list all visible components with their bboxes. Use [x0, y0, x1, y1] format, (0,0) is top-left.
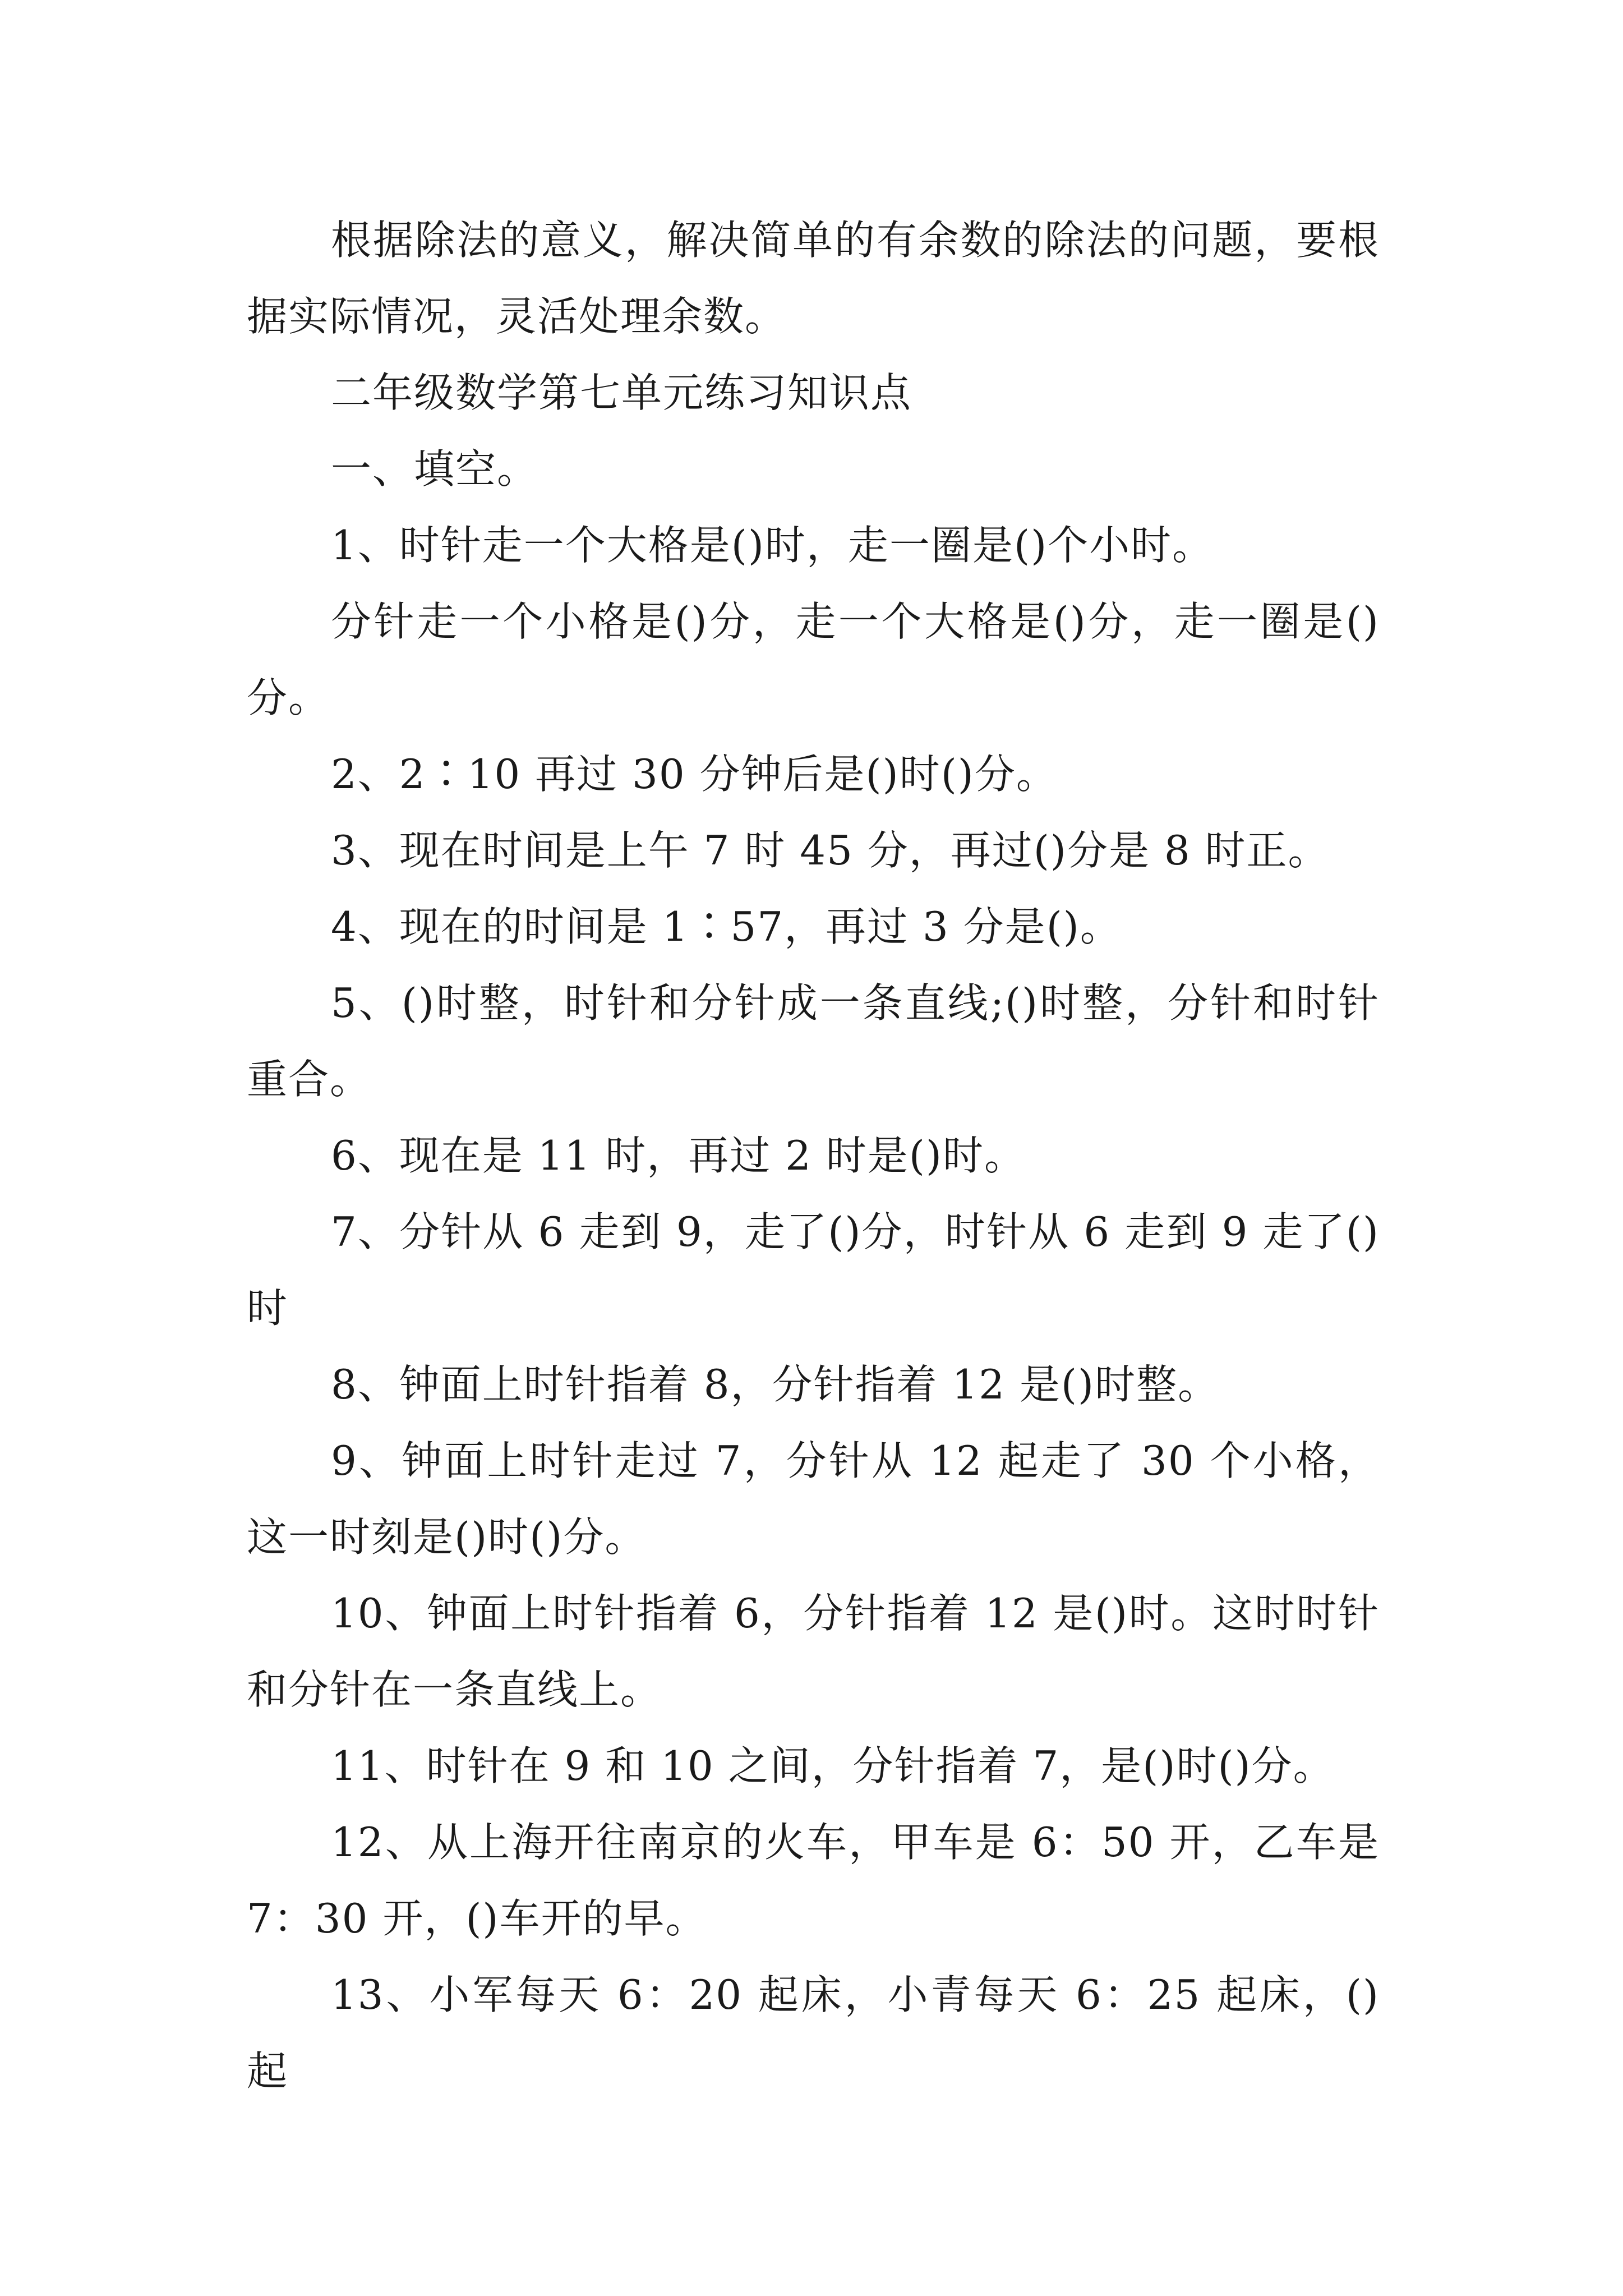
question-8: 8、钟面上时针指着 8，分针指着 12 是()时整。 [331, 1361, 1220, 1408]
question-9: 9、钟面上时针走过 7，分针从 12 起走了 30 个小格，这一时刻是()时()分。 [247, 1437, 1380, 1561]
question-13: 13、小军每天 6：20 起床，小青每天 6：25 起床，()起 [247, 1971, 1380, 2095]
section-title: 二年级数学第七单元练习知识点 [331, 369, 912, 416]
question-1-continued: 分针走一个小格是()分，走一个大格是()分，走一圈是()分。 [247, 598, 1380, 721]
question-7: 7、分针从 6 走到 9，走了()分，时针从 6 走到 9 走了()时 [247, 1208, 1380, 1332]
question-6: 6、现在是 11 时，再过 2 时是()时。 [331, 1132, 1026, 1179]
question-10: 10、钟面上时针指着 6，分针指着 12 是()时。这时时针和分针在一条直线上。 [247, 1590, 1380, 1713]
question-2: 2、2∶10 再过 30 分钟后是()时()分。 [331, 751, 1058, 798]
paragraph-division-remainder: 根据除法的意义，解决简单的有余数的除法的问题，要根据实际情况，灵活处理余数。 [247, 217, 1380, 340]
section-heading-fill-blank: 一、填空。 [331, 445, 539, 493]
question-1: 1、时针走一个大格是()时，走一圈是()个小时。 [331, 522, 1214, 569]
question-11: 11、时针在 9 和 10 之间，分针指着 7，是()时()分。 [331, 1742, 1335, 1789]
document-body [247, 202, 1380, 2109]
question-3: 3、现在时间是上午 7 时 45 分，再过()分是 8 时正。 [331, 827, 1330, 874]
question-12: 12、从上海开往南京的火车，甲车是 6：50 开，乙车是 7：30 开，()车开的早。 [247, 1819, 1380, 1942]
question-4: 4、现在的时间是 1∶57，再过 3 分是()。 [331, 903, 1122, 950]
question-5: 5、()时整，时针和分针成一条直线;()时整，分针和时针重合。 [247, 979, 1380, 1103]
